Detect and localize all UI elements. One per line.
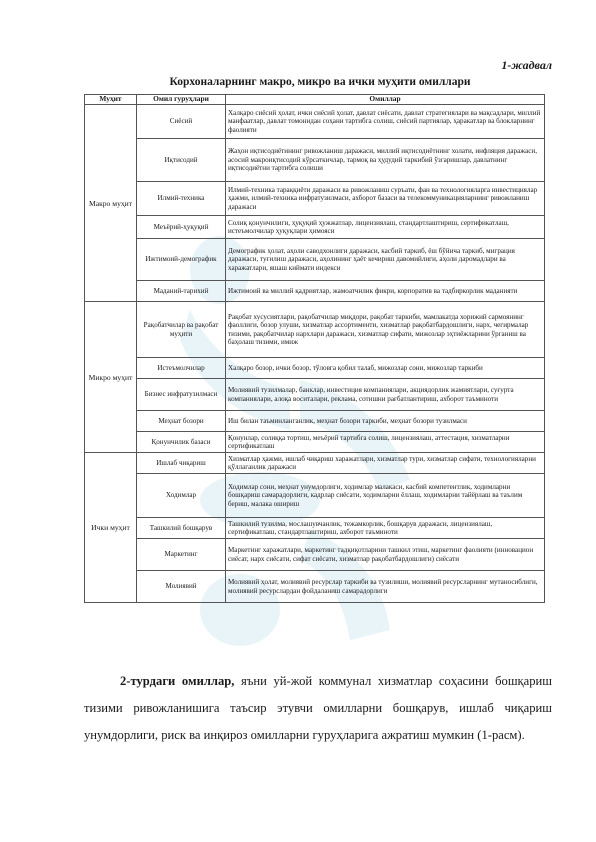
group-cell: Илмий-техника <box>137 182 226 216</box>
group-cell: Маданий-тарихий <box>137 281 226 302</box>
group-cell: Меъёрий-ҳуқуқий <box>137 216 226 239</box>
factors-table <box>84 94 545 603</box>
table-row <box>85 139 545 182</box>
factors-cell: Халқаро бозор, ички бозор, тўловга қобил талаб, мижозлар сони, мижозлар таркиби <box>226 358 545 379</box>
group-cell: Истеъмолчилар <box>137 358 226 379</box>
factors-cell: Молиявий ҳолат, молиявий ресурслар таркиби ва тузилиши, молиявий ресурсларнинг мутаносиблиги, молиявий ресурслардан фойдаланиш самарадорлиги <box>226 571 545 603</box>
table-row <box>85 411 545 432</box>
group-cell: Рақобатчилар ва рақобат муҳити <box>137 302 226 358</box>
group-cell: Ташкилий бошқарув <box>137 518 226 539</box>
table-row <box>85 358 545 379</box>
table-row <box>85 105 545 139</box>
factors-cell: Жаҳон иқтисодиётининг ривожланиш даражаси, миллий иқтисодиётнинг холати, инфляция даражаси, асосий макроиқтисодий кўрсаткичлар, тармоқ ва ҳудудий таркибий ўзгаришлар, давлатнинг иқтисодиётни тартибга солиши <box>226 139 545 182</box>
factors-cell: Қонунлар, солиққа тортиш, меъёрий тартибга солиш, лицензиялаш, аттестация, хизматларни сертификатлаш <box>226 432 545 453</box>
factors-cell: Маркетинг харажатлари, маркетинг тадқиқотларини ташкил этиш, маркетинг фаолияти (инновацион сиёсат, нарх сиёсати, сифат сиёсати, хизматлар рақобатбардошлиги) сиёсати <box>226 539 545 571</box>
group-cell: Ходимлар <box>137 474 226 518</box>
factors-cell: Иш билан таъминланганлик, меҳнат бозори таркиби, меҳнат бозори тузилмаси <box>226 411 545 432</box>
factors-cell: Ташкилий тузилма, мослашувчанлик, тежамкорлик, бошқарув даражаси, лицензиялаш, сертификатлаш, стандартлаштириш, ахборот таъминоти <box>226 518 545 539</box>
factors-cell: Молиявий тузилмалар, банклар, инвестиция компаниялари, акциядорлик жамиятлари, суғурта компаниялари, алоқа воситалари, реклама, сотишни рағбатлантириш, ахборот таъминоти <box>226 379 545 411</box>
header-group: Омил гуруҳлари <box>137 95 226 105</box>
table-row <box>85 453 545 474</box>
group-cell: Ишлаб чиқариш <box>137 453 226 474</box>
table-row <box>85 571 545 603</box>
group-cell: Молиявий <box>137 571 226 603</box>
factors-cell: Халқаро сиёсий ҳолат, ички сиёсий ҳолат, давлат сиёсати, давлат стратегиялари ва мақсадлари, миллий манфаатлар, давлат томонидан соҳани тартибга солиш, сиёсий партиялар, ҳаракатлар ва блокларнинг фаолияти <box>226 105 545 139</box>
factors-cell: Ходимлар сони, меҳнат унумдорлиги, ходимлар малакаси, касбий компетентлик, ходимларни бошқариш самарадорлиги, кадрлар сиёсати, ходимларни ёллаш, ходимларни тайёрлаш ва таълим бериш, малака ошириш <box>226 474 545 518</box>
paragraph-text: яъни уй-жой коммунал хизматлар соҳасини бошқариш тизими ривожланишига таъсир этувчи омилларни бошқарув, ишлаб чиқариш унумдорлиги, риск ва инқироз омилларни гуруҳларига ажратиш мумкин (1-расм). <box>84 674 552 742</box>
table-label: 1-жадвал <box>501 58 552 72</box>
group-cell: Ижтимоий-демографик <box>137 239 226 281</box>
group-cell: Бизнес инфратузилмаси <box>137 379 226 411</box>
table-row <box>85 474 545 518</box>
header-factors: Омиллар <box>226 95 545 105</box>
table-row <box>85 518 545 539</box>
table-row <box>85 239 545 281</box>
group-cell: Маркетинг <box>137 539 226 571</box>
group-cell: Сиёсий <box>137 105 226 139</box>
factors-cell: Демографик ҳолат, аҳоли саводхонлиги даражаси, касбий таркиб, ёш бўйича таркиб, миграция даражаси, туғилиш даражаси, аҳолининг ҳаёт кечириш давомийлиги, аҳоли даромадлари ва харажатлари, яшаш киймати индекси <box>226 239 545 281</box>
table-row <box>85 379 545 411</box>
table-row <box>85 432 545 453</box>
table-row <box>85 216 545 239</box>
body-paragraph <box>84 668 552 749</box>
factors-cell: Ижтимоий ва миллий қадриятлар, жамоатчилик фикри, корпоратив ва тадбиркорлик маданияти <box>226 281 545 302</box>
group-cell: Қонунчилик базаси <box>137 432 226 453</box>
env-macro-cell: Макро муҳит <box>85 105 137 302</box>
group-cell: Иқтисодий <box>137 139 226 182</box>
table-row <box>85 182 545 216</box>
table-row <box>85 302 545 358</box>
factors-cell: Хизматлар ҳажми, ишлаб чиқариш харажатлари, хизматлар тури, хизматлар сифати, технологияларни қўллаганлик даражаси <box>226 453 545 474</box>
table-title: Корхоналарнинг макро, микро ва ички муҳити омиллари <box>169 76 471 88</box>
table-header-row <box>85 95 545 105</box>
header-env: Муҳит <box>85 95 137 105</box>
paragraph-lead: 2-турдаги омиллар, <box>120 674 235 688</box>
env-micro-cell: Микро муҳит <box>85 302 137 453</box>
table-row <box>85 539 545 571</box>
env-inner-cell: Ички муҳит <box>85 453 137 603</box>
factors-cell: Илмий-техника тараққиёти даражаси ва ривожланиш суръати, фан ва технологияларга инвестициялар ҳажми, илмий-техника инфратузилмаси, ахборот базаси ва телекоммуникацияларнинг ривожланиш даражаси <box>226 182 545 216</box>
factors-cell: Солиқ қонунчилиги, ҳуқуқий ҳужжатлар, лицензиялаш, стандартлаштириш, сертификатлаш, истеъмолчилар ҳуқуқлари ҳимояси <box>226 216 545 239</box>
group-cell: Меҳнат бозори <box>137 411 226 432</box>
factors-cell: Рақобат хусусиятлари, рақобатчилар миқдори, рақобат таркиби, мамлакатда хорижий сармоянинг фаоллиги, бозор улуши, хизматлар ассортименти, хизматлар рақобатбардошлиги, нарх, чегирмалар тизими, рақобатчилар нархлари даражаси, хизматлар сифати, мижозлар эҳтиёжларини ўрганиш ва баҳолаш тизими, имиж <box>226 302 545 358</box>
table-row <box>85 281 545 302</box>
